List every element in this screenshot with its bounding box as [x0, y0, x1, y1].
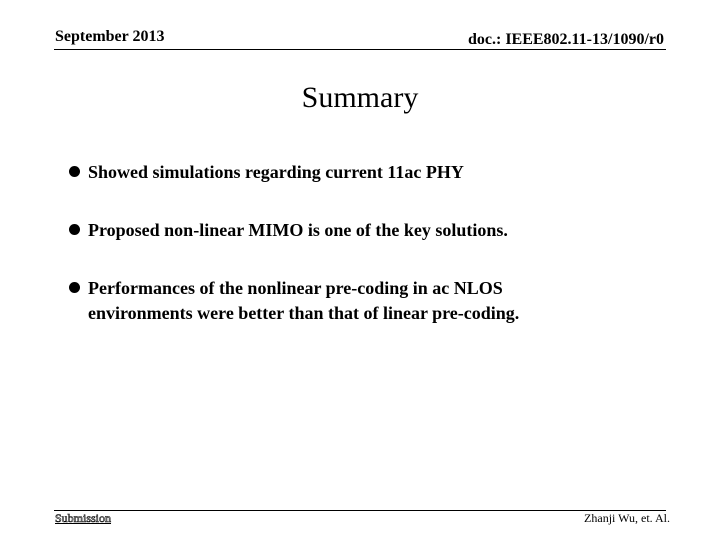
- footer-submission: Submission: [55, 511, 112, 525]
- bullet-dot-icon: [69, 282, 80, 293]
- header-doc-id: doc.: IEEE802.11-13/1090/r0: [467, 31, 664, 48]
- bullet-text: Showed simulations regarding current 11ac PHY: [88, 162, 464, 182]
- bullet-text: Proposed non-linear MIMO is one of the key solutions.: [88, 220, 508, 240]
- header-date: September 2013: [55, 28, 165, 45]
- footer-divider: [54, 510, 666, 511]
- header-divider: [54, 49, 666, 50]
- bullet-dot-icon: [69, 224, 80, 235]
- slide-title: Summary: [301, 81, 419, 114]
- bullet-dot-icon: [69, 166, 80, 177]
- footer-author: Zhanji Wu, et. Al.: [584, 511, 670, 525]
- bullet-text: Performances of the nonlinear pre-coding in ac NLOS environments were better than that of linear pre-coding.: [88, 278, 520, 323]
